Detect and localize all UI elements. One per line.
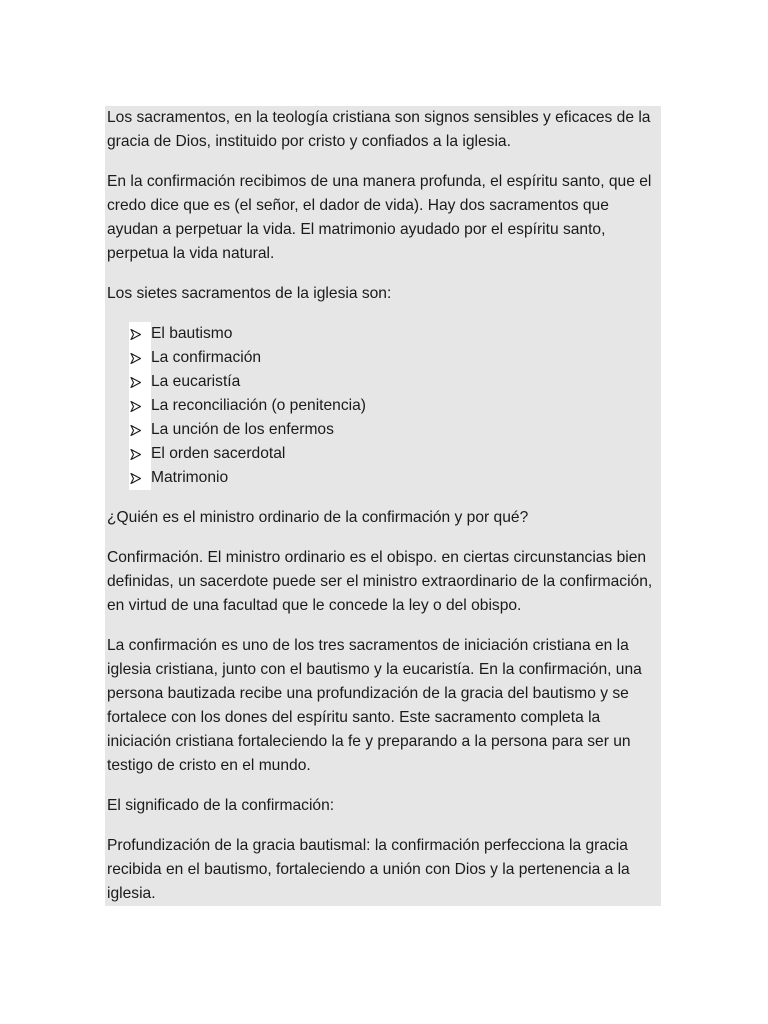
arrowhead-bullet-icon (129, 466, 151, 490)
arrowhead-bullet-icon (129, 394, 151, 418)
list-indent (105, 322, 129, 346)
arrowhead-bullet-icon (129, 322, 151, 346)
list-indent (105, 466, 129, 490)
list-item-label: La unción de los enfermos (151, 418, 661, 442)
paragraph-question: ¿Quién es el ministro ordinario de la confirmación y por qué? (105, 506, 661, 530)
arrowhead-bullet-icon (129, 442, 151, 466)
paragraph-meaning-heading: El significado de la confirmación: (105, 794, 661, 818)
list-indent (105, 346, 129, 370)
list-item-label: La reconciliación (o penitencia) (151, 394, 661, 418)
list-item (105, 466, 661, 490)
paragraph-spacing (105, 530, 661, 546)
list-item (105, 394, 661, 418)
paragraph-spacing (105, 306, 661, 322)
list-indent (105, 394, 129, 418)
paragraph-spacing (105, 618, 661, 634)
list-item-label: La eucaristía (151, 370, 661, 394)
paragraph-spacing (105, 818, 661, 834)
paragraph-intro: Los sacramentos, en la teología cristiana son signos sensibles y eficaces de la gracia de Dios, instituido por cristo y confiados a la iglesia. (105, 106, 661, 154)
paragraph-spacing (105, 778, 661, 794)
document-body (105, 106, 661, 906)
list-item-label: El orden sacerdotal (151, 442, 661, 466)
list-item-label: El bautismo (151, 322, 661, 346)
list-item-label: Matrimonio (151, 466, 661, 490)
paragraph-list-intro: Los sietes sacramentos de la iglesia son: (105, 282, 661, 306)
paragraph-spacing (105, 154, 661, 170)
list-item (105, 418, 661, 442)
arrowhead-bullet-icon (129, 370, 151, 394)
paragraph-spacing (105, 490, 661, 506)
list-item (105, 346, 661, 370)
list-item (105, 370, 661, 394)
paragraph-baptismal-grace: Profundización de la gracia bautismal: la confirmación perfecciona la gracia recibida en el bautismo, fortaleciendo a unión con Dios y la pertenencia a la iglesia. (105, 834, 661, 906)
sacraments-list (105, 322, 661, 490)
list-indent (105, 418, 129, 442)
arrowhead-bullet-icon (129, 346, 151, 370)
list-indent (105, 370, 129, 394)
list-indent (105, 442, 129, 466)
list-item (105, 442, 661, 466)
paragraph-confirmation-spirit: En la confirmación recibimos de una manera profunda, el espíritu santo, que el credo dice que es (el señor, el dador de vida). Hay dos sacramentos que ayudan a perpetuar la vida. El matrimonio ayudado por el espíritu santo, perpetua la vida natural. (105, 170, 661, 266)
paragraph-initiation: La confirmación es uno de los tres sacramentos de iniciación cristiana en la iglesia cristiana, junto con el bautismo y la eucaristía. En la confirmación, una persona bautizada recibe una profundización de la gracia del bautismo y se fortalece con los dones del espíritu santo. Este sacramento completa la iniciación cristiana fortaleciendo la fe y preparando a la persona para ser un testigo de cristo en el mundo. (105, 634, 661, 778)
paragraph-minister: Confirmación. El ministro ordinario es el obispo. en ciertas circunstancias bien definidas, un sacerdote puede ser el ministro extraordinario de la confirmación, en virtud de una facultad que le concede la ley o del obispo. (105, 546, 661, 618)
list-item (105, 322, 661, 346)
list-item-label: La confirmación (151, 346, 661, 370)
paragraph-spacing (105, 266, 661, 282)
arrowhead-bullet-icon (129, 418, 151, 442)
